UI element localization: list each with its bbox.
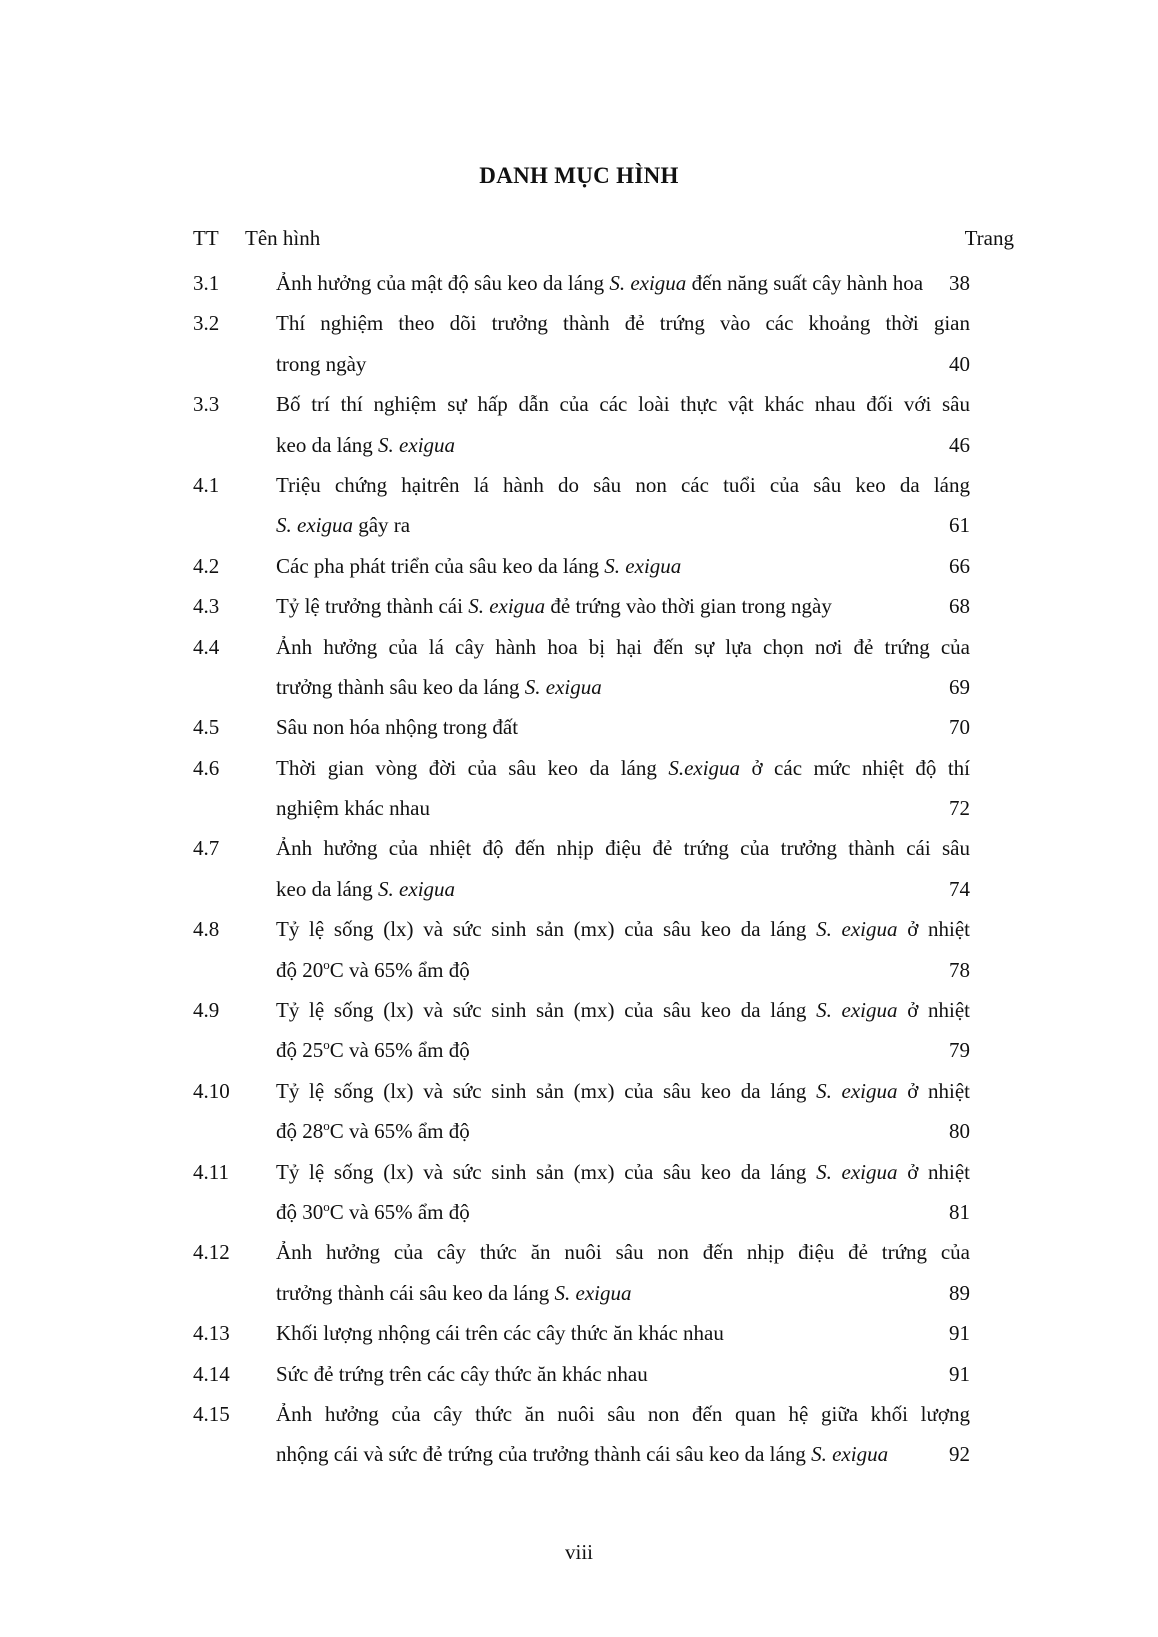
figure-title-line: Ảnh hưởng của lá cây hành hoa bị hại đến sự lựa chọn nơi đẻ trứng của: [276, 634, 970, 659]
figure-title: [276, 546, 970, 586]
figure-title-line: trưởng thành cái sâu keo da láng S. exigua 89: [276, 1273, 970, 1313]
figure-title-line: Ảnh hưởng của cây thức ăn nuôi sâu non đến nhịp điệu đẻ trứng của: [276, 1240, 970, 1265]
figure-title: [276, 748, 970, 829]
figure-number: 4.4: [193, 634, 220, 659]
header-tt: TT: [193, 226, 219, 250]
figure-title-line: Sâu non hóa nhộng trong đất 70: [276, 707, 970, 747]
figure-number: 4.3: [193, 594, 220, 619]
figure-page-number: 80: [949, 1119, 970, 1144]
figure-page-number: 68: [949, 594, 970, 619]
figure-title-line: Sức đẻ trứng trên các cây thức ăn khác nhau 91: [276, 1354, 970, 1394]
figure-title-line: trưởng thành sâu keo da láng S. exigua 69: [276, 667, 970, 707]
figure-title-line: nhộng cái và sức đẻ trứng của trưởng thành cái sâu keo da láng S. exigua 92: [276, 1434, 970, 1474]
figure-number: 4.12: [193, 1240, 230, 1265]
header-page: Trang: [964, 226, 1014, 250]
figure-number: 4.8: [193, 917, 220, 942]
figure-page-number: 61: [949, 513, 970, 538]
figure-title-line: Bố trí thí nghiệm sự hấp dẫn của các loài thực vật khác nhau đối với sâu: [276, 392, 970, 417]
figure-number: 3.2: [193, 311, 220, 336]
figure-title: [276, 586, 970, 626]
figure-title: [276, 990, 970, 1071]
figure-title-line: độ 30$^o$C và 65% ẩm độ 81: [276, 1192, 970, 1232]
figure-page-number: 69: [949, 674, 970, 699]
figure-entry: [0, 627, 1158, 708]
figure-number: 4.9: [193, 998, 220, 1023]
figure-page-number: 91: [949, 1321, 970, 1346]
figure-entry: [0, 465, 1158, 546]
figure-title-line: Các pha phát triển của sâu keo da láng S. exigua 66: [276, 546, 970, 586]
figure-title-line: độ 28$^o$C và 65% ẩm độ 80: [276, 1111, 970, 1151]
figure-title-line: Ảnh hưởng của nhiệt độ đến nhịp điệu đẻ trứng của trưởng thành cái sâu: [276, 836, 970, 861]
figure-title-line: Tỷ lệ sống (lx) và sức sinh sản (mx) của sâu keo da láng S. exigua ở nhiệt: [276, 1159, 970, 1184]
figure-title: [276, 828, 970, 909]
figure-entry: [0, 990, 1158, 1071]
figure-number: 4.6: [193, 755, 220, 780]
figure-page-number: 38: [949, 271, 970, 295]
figure-page-number: 40: [949, 351, 970, 376]
figure-page-number: 74: [949, 876, 970, 901]
figure-title-line: Tỷ lệ sống (lx) và sức sinh sản (mx) của sâu keo da láng S. exigua ở nhiệt: [276, 998, 970, 1023]
figure-entry: [0, 1152, 1158, 1233]
figure-page-number: 79: [949, 1038, 970, 1063]
figure-title-line: Thời gian vòng đời của sâu keo da láng S.exigua ở các mức nhiệt độ thí: [276, 755, 970, 780]
page-number-footer: viii: [564, 1540, 593, 1564]
figure-number: 4.11: [193, 1159, 229, 1184]
figure-title-line: Triệu chứng hạitrên lá hành do sâu non các tuổi của sâu keo da láng: [276, 472, 970, 497]
figure-entry: [0, 909, 1158, 990]
figure-entry: [0, 303, 1158, 384]
figure-title-line: Thí nghiệm theo dõi trưởng thành đẻ trứng vào các khoảng thời gian: [276, 311, 970, 336]
figure-entry: [0, 707, 1158, 747]
figure-title: [276, 1232, 970, 1313]
figure-number: 4.10: [193, 1078, 230, 1103]
figure-number: 4.15: [193, 1401, 230, 1426]
figure-title-line: độ 25$^o$C và 65% ẩm độ 79: [276, 1030, 970, 1070]
figure-title: [276, 627, 970, 708]
figure-title: [276, 1071, 970, 1152]
figure-entry: [0, 263, 1158, 303]
figure-title: [276, 1152, 970, 1233]
figure-entry: [0, 1394, 1158, 1475]
figure-number: 4.2: [193, 553, 220, 578]
figure-entry: [0, 1071, 1158, 1152]
figure-entry: [0, 828, 1158, 909]
figure-entry: [0, 546, 1158, 586]
figure-title: [276, 263, 970, 303]
figure-title-line: S. exigua gây ra 61: [276, 505, 970, 545]
figure-page-number: 66: [949, 553, 970, 578]
figure-title-line: độ 20$^o$C và 65% ẩm độ 78: [276, 950, 970, 990]
figure-page-number: 91: [949, 1361, 970, 1386]
figure-title: [276, 1394, 970, 1475]
figure-page-number: 89: [949, 1280, 970, 1305]
figure-title-line: Tỷ lệ sống (lx) và sức sinh sản (mx) của sâu keo da láng S. exigua ở nhiệt: [276, 917, 970, 942]
figure-title: [276, 303, 970, 384]
figure-number: 4.1: [193, 472, 220, 497]
figure-page-number: 81: [949, 1199, 970, 1224]
figure-title-line: keo da láng S. exigua 74: [276, 869, 970, 909]
figure-number: 4.13: [193, 1321, 230, 1346]
figure-title-line: nghiệm khác nhau 72: [276, 788, 970, 828]
figure-entry: [0, 1354, 1158, 1394]
figure-title: [276, 1354, 970, 1394]
figure-entry: [0, 586, 1158, 626]
figure-title: [276, 909, 970, 990]
figure-title: [276, 1313, 970, 1353]
figure-entry: [0, 1313, 1158, 1353]
figure-number: 4.7: [193, 836, 220, 861]
figure-title: [276, 465, 970, 546]
header-name: Tên hình: [245, 226, 321, 250]
figure-title-line: Ảnh hưởng của mật độ sâu keo da láng S. exigua đến năng suất cây hành hoa 38: [276, 263, 970, 303]
figure-page-number: 46: [949, 432, 970, 457]
toc-header: [0, 226, 1158, 256]
figure-page-number: 92: [949, 1442, 970, 1467]
page-title: DANH MỤC HÌNH: [479, 163, 679, 188]
figure-title: [276, 384, 970, 465]
figure-page-number: 78: [949, 957, 970, 982]
figure-entry: [0, 384, 1158, 465]
figure-title-line: keo da láng S. exigua 46: [276, 425, 970, 465]
figure-entry: [0, 1232, 1158, 1313]
figure-title-line: Tỷ lệ trưởng thành cái S. exigua đẻ trứng vào thời gian trong ngày 68: [276, 586, 970, 626]
figure-entry: [0, 748, 1158, 829]
figure-number: 3.3: [193, 392, 220, 417]
figure-page-number: 70: [949, 715, 970, 740]
figure-number: 4.14: [193, 1361, 230, 1386]
figure-title-line: Khối lượng nhộng cái trên các cây thức ăn khác nhau 91: [276, 1313, 970, 1353]
figure-number: 4.5: [193, 715, 220, 740]
figure-page-number: 72: [949, 796, 970, 821]
figure-title-line: trong ngày 40: [276, 344, 970, 384]
figure-number: 3.1: [193, 271, 220, 295]
figure-title-line: Tỷ lệ sống (lx) và sức sinh sản (mx) của sâu keo da láng S. exigua ở nhiệt: [276, 1078, 970, 1103]
figure-title-line: Ảnh hưởng của cây thức ăn nuôi sâu non đến quan hệ giữa khối lượng: [276, 1401, 970, 1426]
figure-list: [0, 263, 1158, 1475]
figure-title: [276, 707, 970, 747]
